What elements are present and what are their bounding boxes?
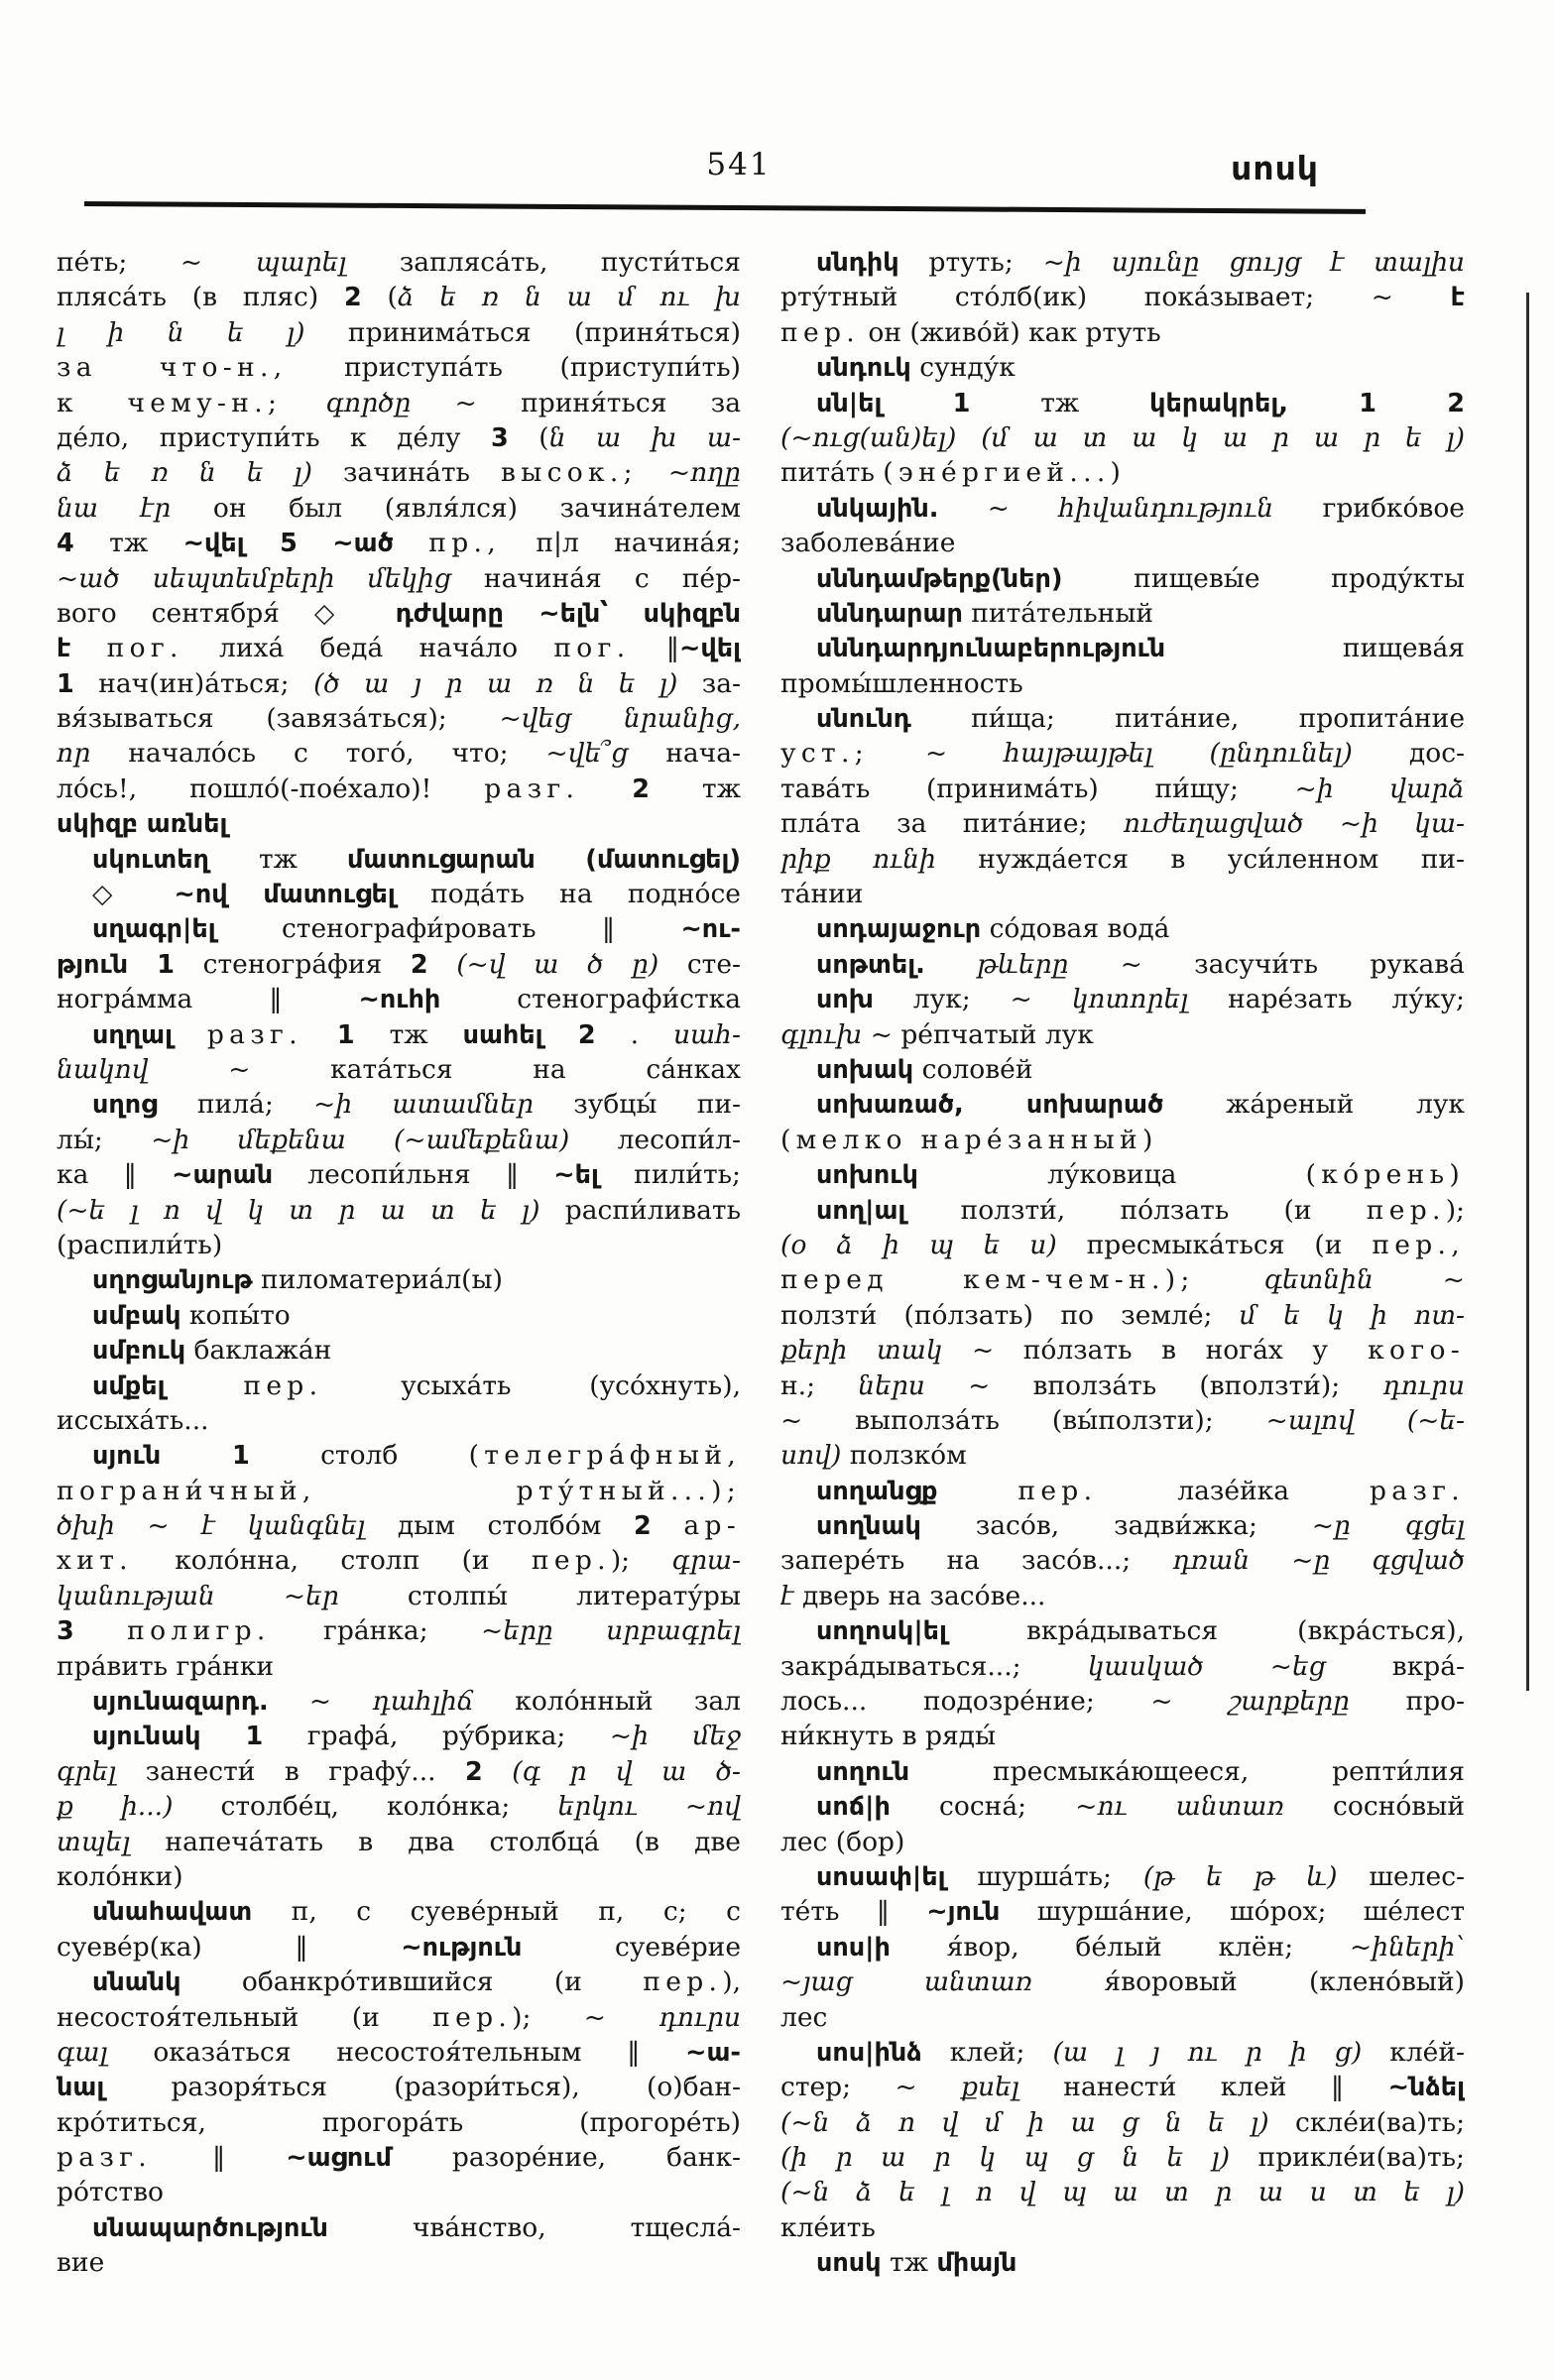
dictionary-line: лес [780, 2001, 828, 2033]
dictionary-line: пла́та за пита́ние; ուժեղացված ~ի կա- [780, 808, 1465, 840]
page-edge-artifact [1526, 293, 1529, 1691]
dictionary-line: ка ‖ ~արան лесопи́льня ‖ ~ել пили́ть; [57, 1159, 741, 1191]
dictionary-line: иссыха́ть... [57, 1404, 209, 1436]
dictionary-line: սնդիկ ртуть; ~ի սյունը ցույց է տալիս [816, 247, 1465, 278]
dictionary-line: ро́тство [57, 2177, 164, 2208]
dictionary-line: те́ть ‖ ~յուն шурша́ние, шо́рох; ше́лест [780, 1896, 1465, 1928]
left-column [57, 245, 741, 2281]
dictionary-line: лы́; ~ի մեքենա (~ամեքենա) лесопи́л- [57, 1124, 741, 1155]
dictionary-line: սնանկ обанкро́тившийся (и пер.), [92, 1966, 741, 1998]
dictionary-line: լ ի ն ե լ) принима́ться (приня́ться) [57, 316, 741, 348]
dictionary-line: (распили́ть) [57, 1229, 223, 1260]
dictionary-line: 1 нач(ин)а́ться; (ծ ա յ ր ա ռ ն ե լ) за- [57, 667, 741, 699]
dictionary-line: (~ն ձ ո վ մ ի ա ց ն ե լ) скле́и(ва)ть; [780, 2106, 1465, 2138]
dictionary-line: (ի ր ա ր կ պ ց ն ե լ) прикле́и(ва)ть; [780, 2142, 1465, 2174]
dictionary-line: уст.; ~ հայթայթել (ընդունել) дос- [780, 738, 1465, 770]
dictionary-line: 3 полигр. гра́нка; ~երը սրբագրել [57, 1615, 741, 1647]
dictionary-line: սոթտել. թևերը ~ засучи́ть рукава́ [816, 948, 1465, 980]
dictionary-line: ◇ ~ով մատուցել пода́ть на подно́се [92, 879, 741, 910]
dictionary-line: (օ ձ ի պ ե ս) пресмыка́ться (и пер., [780, 1229, 1465, 1260]
dictionary-line: սյունազարդ. ~ դահլիճ коло́нный зал [92, 1686, 741, 1718]
dictionary-line: пра́вить гра́нки [57, 1650, 275, 1682]
dictionary-line: սկիզբ առնել [57, 809, 228, 840]
dictionary-line: ք ի...) столбе́ц, коло́нка; երկու ~ով [57, 1791, 741, 1823]
dictionary-line: սննդամթերք(ներ) пищевы́е проду́кты [816, 562, 1465, 594]
dictionary-line: սղագր|ել стенографи́ровать ‖ ~ու- [92, 913, 741, 945]
dictionary-line: սմբակ копы́то [92, 1299, 291, 1331]
dictionary-line: գլուխ ~ ре́пчатый лук [780, 1018, 1094, 1050]
dictionary-line: սոճ|ի сосна́; ~ու անտառ сосно́вый [816, 1791, 1465, 1823]
dictionary-line: սնահավատ п, с суеве́рный п, с; с [92, 1896, 741, 1928]
dictionary-line: кле́ить [780, 2211, 876, 2243]
dictionary-line: кро́титься, прогора́ть (прогоре́ть) [57, 2106, 741, 2138]
dictionary-line: սննդարար пита́тельный [816, 597, 1154, 629]
dictionary-line: пер. он (живо́й) как ртуть [780, 316, 1161, 348]
dictionary-line: пе́ть; ~ պարել запляса́ть, пусти́ться [57, 247, 741, 278]
dictionary-line: սկուտեղ тж մատուցարան (մատուցել) [92, 843, 741, 875]
dictionary-line: սնդուկ сунду́к [816, 352, 1016, 384]
dictionary-line: тава́ть (принима́ть) пи́щу; ~ի վարձ [780, 773, 1465, 804]
dictionary-line: թյուն 1 стеногра́фия 2 (~վ ա ծ ը) сте- [57, 948, 741, 980]
dictionary-line: է дверь на засо́ве... [780, 1580, 1046, 1611]
dictionary-line: սն|ել 1 тж կերակրել, 1 2 [816, 387, 1465, 418]
dictionary-line: за что-н., приступа́ть (приступи́ть) [57, 352, 741, 384]
dictionary-line: որ начало́сь с того́, что; ~վե՞ց нача- [57, 738, 741, 770]
dictionary-line: ползти́ (по́лзать) по земле́; մ ե կ ի ոտ- [780, 1299, 1465, 1331]
dictionary-line: նա էր он был (явля́лся) зачина́телем [57, 492, 741, 524]
dictionary-line: սյունակ 1 графа́, ру́брика; ~ի մեջ [92, 1721, 741, 1752]
dictionary-line: лось... подозре́ние; ~ շարքերը про- [780, 1686, 1465, 1718]
dictionary-line: пограни́чный, рту́тный...); [57, 1475, 741, 1506]
running-headword: սոսկ [1231, 149, 1319, 187]
dictionary-line: коло́нки) [57, 1860, 183, 1892]
dictionary-line: սմքել пер. усыха́ть (усо́хнуть), [92, 1369, 741, 1401]
dictionary-line: (мелко наре́занный) [780, 1124, 1158, 1155]
dictionary-line: սնապարծություն чва́нство, тщесла́- [92, 2211, 741, 2243]
page-number: 541 [706, 147, 772, 182]
dictionary-line: նակով ~ ката́ться на са́нках [57, 1053, 741, 1085]
dictionary-line: սղոց пила́; ~ի ատամներ зубцы́ пи- [92, 1089, 741, 1121]
dictionary-line: ծխի ~ է կանգնել дым столбо́м 2 ар- [57, 1510, 741, 1542]
dictionary-line: пляса́ть (в пляс) 2 (ձ ե ռ ն ա մ ու խ [57, 282, 741, 313]
dictionary-line: սղղալ разг. 1 тж սահել 2 . սահ- [92, 1018, 741, 1050]
dictionary-line: ձ ե ռ ն ե լ) зачина́ть высок.; ~ողը [57, 457, 741, 489]
dictionary-line: սյուն 1 столб (телегра́фный, [92, 1440, 741, 1472]
dictionary-line: де́ло, приступи́ть к де́лу 3 (ն ա խ ա- [57, 421, 741, 453]
dictionary-line: է пог. лиха́ беда́ нача́ло пог. ‖~վել [57, 633, 741, 664]
dictionary-line: перед кем-чем-н.); գետնին ~ [780, 1264, 1465, 1296]
dictionary-line: н.; ներս ~ вполза́ть (вползти́); դուրս [780, 1369, 1465, 1401]
dictionary-line: суеве́р(ка) ‖ ~ություն суеве́рие [57, 1931, 741, 1963]
dictionary-line: սոսկ тж միայն [816, 2247, 1017, 2279]
dictionary-line: սնկային. ~ հիվանդություն грибко́вое [816, 492, 1465, 524]
dictionary-line: несостоя́тельный (и пер.); ~ դուրս [57, 2001, 741, 2033]
dictionary-line: пита́ть (эне́ргией...) [780, 457, 1127, 489]
dictionary-line: սով) ползко́м [780, 1440, 967, 1472]
dictionary-line: ~ выполза́ть (вы́ползти); ~ալով (~ե- [780, 1404, 1465, 1436]
dictionary-line: (~ուց(ան)ել) (մ ա տ ա կ ա ր ա ր ե լ) [780, 421, 1465, 453]
dictionary-line: սմբուկ баклажа́н [92, 1335, 332, 1367]
dictionary-line: стер; ~ քսել нанести́ клей ‖ ~նձել [780, 2072, 1465, 2103]
dictionary-line: սող|ալ ползти́, по́лзать (и пер.); [816, 1194, 1465, 1226]
dictionary-line: տպել напеча́тать в два столбца́ (в две [57, 1826, 741, 1857]
dictionary-line: սոսափ|ել шурша́ть; (թ ե թ և) шелес- [816, 1860, 1465, 1892]
dictionary-line: разг. ‖ ~ացում разоре́ние, банк- [57, 2142, 741, 2174]
dictionary-line: սողնակ засо́в, задви́жка; ~ը գցել [816, 1510, 1465, 1542]
dictionary-line: (~ե լ ո վ կ տ ր ա տ ե լ) распи́ливать [57, 1194, 741, 1226]
dictionary-line: քերի տակ ~ по́лзать в нога́х у кого- [780, 1335, 1465, 1367]
dictionary-line: 4 тж ~վել 5 ~ած пр., п|л начина́я; [57, 528, 741, 559]
dictionary-line: ~յաց անտառ я́воровый (клено́вый) [780, 1966, 1465, 1998]
dictionary-line: промы́шленность [780, 667, 1023, 699]
dictionary-line: սոս|ինձ клей; (ա լ յ ու ր ի ց) кле́й- [816, 2036, 1465, 2068]
dictionary-line: хит. коло́нна, столп (и пер.); գրա- [57, 1545, 741, 1577]
dictionary-line: ногра́мма ‖ ~ուհի стенографи́стка [57, 984, 741, 1015]
dictionary-line: սողանցք пер. лазе́йка разг. [816, 1475, 1465, 1506]
dictionary-line: вие [57, 2247, 105, 2279]
dictionary-line: запере́ть на засо́в...; դռան ~ը գցված [780, 1545, 1465, 1577]
dictionary-line: սոխակ солове́й [816, 1053, 1033, 1085]
dictionary-line: սոխառած, սոխարած жа́реный лук [816, 1089, 1465, 1121]
dictionary-line: та́нии [780, 879, 864, 910]
dictionary-line: սոխուկ лу́ковица (ко́рень) [816, 1159, 1465, 1191]
right-column [780, 245, 1465, 2281]
dictionary-line: սոխ лук; ~ կոտորել наре́зать лу́ку; [816, 984, 1465, 1015]
dictionary-line: закра́дываться...; կասկած ~եց вкра́- [780, 1650, 1465, 1682]
dictionary-line: սոդայաջուր со́довая вода́ [816, 913, 1170, 945]
dictionary-line: рту́тный сто́лб(ик) пока́зывает; ~ է [780, 282, 1465, 313]
dictionary-line: заболева́ние [780, 528, 956, 559]
dictionary-line: к чему-н.; գործը ~ приня́ться за [57, 387, 741, 418]
dictionary-line: կանության ~եր столпы́ литерату́ры [57, 1580, 741, 1611]
dictionary-line: նալ разоря́ться (разори́ться), (о)бан- [57, 2072, 741, 2103]
dictionary-line: սողոսկ|ել вкра́дываться (вкра́сться), [816, 1615, 1465, 1647]
dictionary-line: սոս|ի я́вор, бе́лый клён; ~իների՝ [816, 1931, 1465, 1963]
dictionary-line: սողուն пресмыка́ющееся, репти́лия [816, 1755, 1465, 1787]
dictionary-line: սղոցանյութ пиломатериа́л(ы) [92, 1264, 503, 1296]
dictionary-line: лес (бор) [780, 1826, 905, 1857]
dictionary-line: գալ оказа́ться несостоя́тельным ‖ ~ա- [57, 2036, 741, 2068]
dictionary-line: րիք ունի нужда́ется в уси́ленном пи- [780, 843, 1465, 875]
dictionary-line: ~ած սեպտեմբերի մեկից начина́я с пе́р- [57, 562, 741, 594]
dictionary-line: ло́сь!, пошло́(-пое́хало)! разг. 2 тж [57, 773, 741, 804]
dictionary-line: вого сентября́ ◇ դժվարը ~ելն՝ սկիզբն [57, 597, 741, 629]
dictionary-line: ни́кнуть в ряды́ [780, 1721, 997, 1752]
dictionary-line: вя́зываться (завяза́ться); ~վեց նրանից, [57, 703, 741, 735]
header-rule [84, 201, 1366, 214]
dictionary-line: սնունդ пи́ща; пита́ние, пропита́ние [816, 703, 1465, 735]
dictionary-line: գրել занести́ в графу́... 2 (գ ր վ ա ծ- [57, 1755, 741, 1787]
dictionary-line: սննդարդյունաբերություն пищева́я [816, 633, 1465, 664]
dictionary-line: (~ն ձ ե լ ո վ պ ա տ ր ա ս տ ե լ) [780, 2177, 1465, 2208]
